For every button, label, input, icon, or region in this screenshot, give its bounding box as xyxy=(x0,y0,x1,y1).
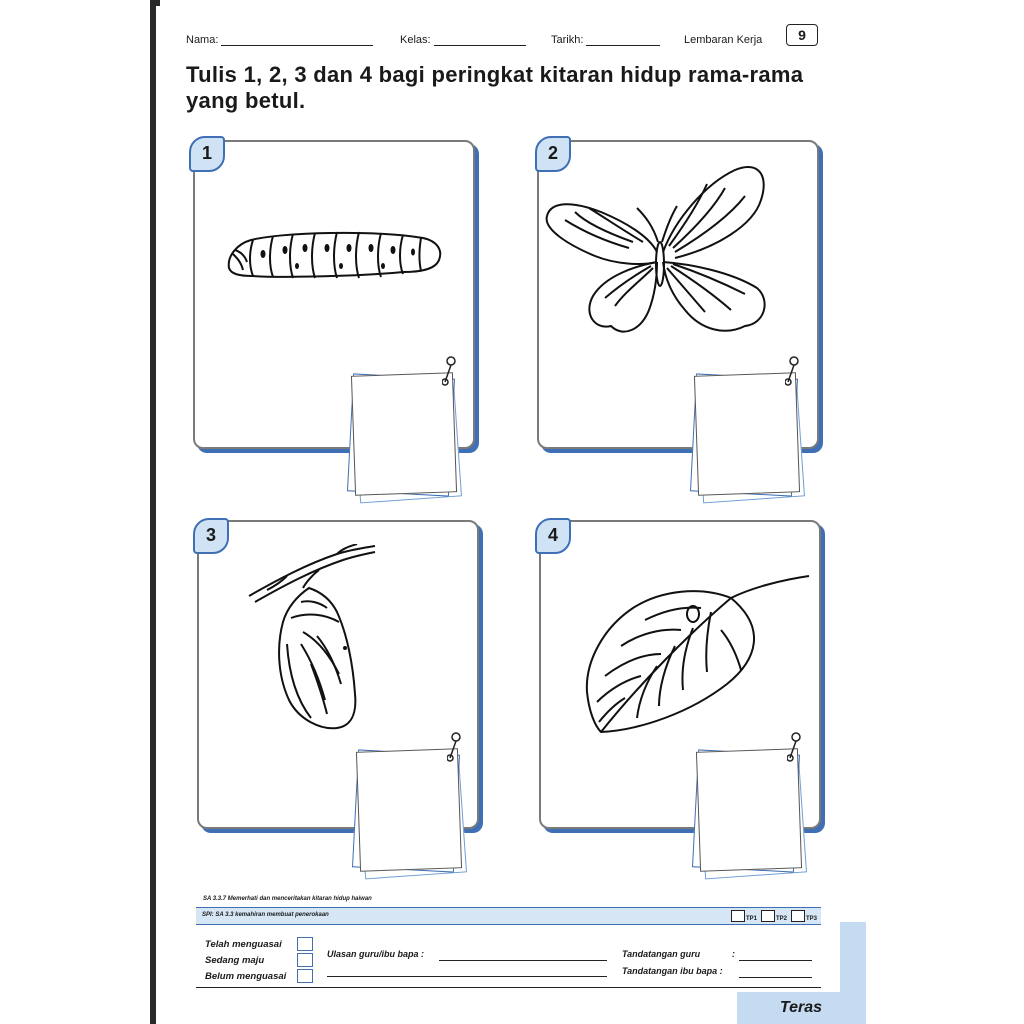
class-line[interactable] xyxy=(434,35,526,46)
pin-icon xyxy=(787,732,801,762)
name-label: Nama: xyxy=(186,34,219,46)
card-number-badge: 4 xyxy=(535,518,571,554)
name-line[interactable] xyxy=(221,35,373,46)
tp-label: TP2 xyxy=(775,916,787,922)
worksheet-header xyxy=(186,28,826,52)
worksheet-label: Lembaran Kerja xyxy=(684,34,763,46)
leaf-with-egg-icon xyxy=(581,572,813,742)
mastery-status-list xyxy=(205,937,286,985)
status-mastered-label: Telah menguasai xyxy=(205,939,282,950)
date-label: Tarikh: xyxy=(551,34,584,46)
parent-signature-label: Tandatangan ibu bapa : xyxy=(622,966,723,976)
learning-objective: SA 3.3.7 Memerhati dan menceritakan kitaran hidup haiwan xyxy=(203,896,372,902)
instruction-line-2: yang betul. xyxy=(186,88,306,113)
answer-note-3[interactable] xyxy=(355,748,465,876)
review-line-2[interactable] xyxy=(327,975,607,977)
tp2-checkbox[interactable] xyxy=(761,910,787,922)
class-field[interactable] xyxy=(400,34,526,46)
tp-label: TP1 xyxy=(745,916,757,922)
page-edge-top xyxy=(150,0,160,6)
status-not-mastered-checkbox[interactable] xyxy=(297,969,313,983)
caterpillar-icon xyxy=(223,226,445,286)
assessment-footer xyxy=(196,929,821,988)
answer-input-3[interactable] xyxy=(375,778,439,840)
chrysalis-icon xyxy=(247,544,377,734)
page-edge xyxy=(150,0,156,1024)
instruction-line-1: Tulis 1, 2, 3 dan 4 bagi peringkat kitaran hidup rama-rama xyxy=(186,62,804,87)
date-line[interactable] xyxy=(586,35,660,46)
checkbox-box[interactable] xyxy=(731,910,745,922)
answer-input-1[interactable] xyxy=(370,402,434,464)
teacher-signature-label: Tandatangan guru xyxy=(622,949,701,959)
review-label: Ulasan guru/ibu bapa : xyxy=(327,949,425,959)
teacher-signature-line[interactable] xyxy=(739,959,812,961)
status-mastered-checkbox[interactable] xyxy=(297,937,313,951)
answer-input-2[interactable] xyxy=(713,402,777,464)
answer-note-1[interactable] xyxy=(350,372,460,500)
card-number-badge: 1 xyxy=(189,136,225,172)
side-tab-decoration xyxy=(840,922,866,992)
pin-icon xyxy=(447,732,461,762)
class-label: Kelas: xyxy=(400,34,431,46)
tp3-checkbox[interactable] xyxy=(791,910,817,922)
spi-text: SPI: SA 3.3 kemahiran membuat penerokaan xyxy=(202,912,329,918)
teacher-signature-colon: : xyxy=(732,949,735,959)
checkbox-box[interactable] xyxy=(791,910,805,922)
status-progressing-label: Sedang maju xyxy=(205,955,265,966)
card-number-badge: 2 xyxy=(535,136,571,172)
answer-note-4[interactable] xyxy=(695,748,805,876)
spi-band xyxy=(196,907,821,925)
checkbox-box[interactable] xyxy=(761,910,775,922)
card-number-badge: 3 xyxy=(193,518,229,554)
date-field[interactable] xyxy=(551,34,660,46)
pin-icon xyxy=(442,356,456,386)
name-field[interactable] xyxy=(186,34,373,46)
parent-signature-line[interactable] xyxy=(739,976,812,978)
teras-tab: Teras xyxy=(737,992,866,1024)
status-not-mastered-label: Belum menguasai xyxy=(205,971,287,982)
worksheet-number: 9 xyxy=(786,24,818,46)
answer-note-2[interactable] xyxy=(693,372,803,500)
instruction-title xyxy=(186,62,826,114)
review-line-1[interactable] xyxy=(439,959,607,961)
butterfly-icon xyxy=(545,160,767,356)
tp-label: TP3 xyxy=(805,916,817,922)
answer-input-4[interactable] xyxy=(715,778,779,840)
tp1-checkbox[interactable] xyxy=(731,910,757,922)
tp-checkboxes xyxy=(731,910,817,922)
pin-icon xyxy=(785,356,799,386)
worksheet-label-wrap xyxy=(684,34,762,46)
status-progressing-checkbox[interactable] xyxy=(297,953,313,967)
